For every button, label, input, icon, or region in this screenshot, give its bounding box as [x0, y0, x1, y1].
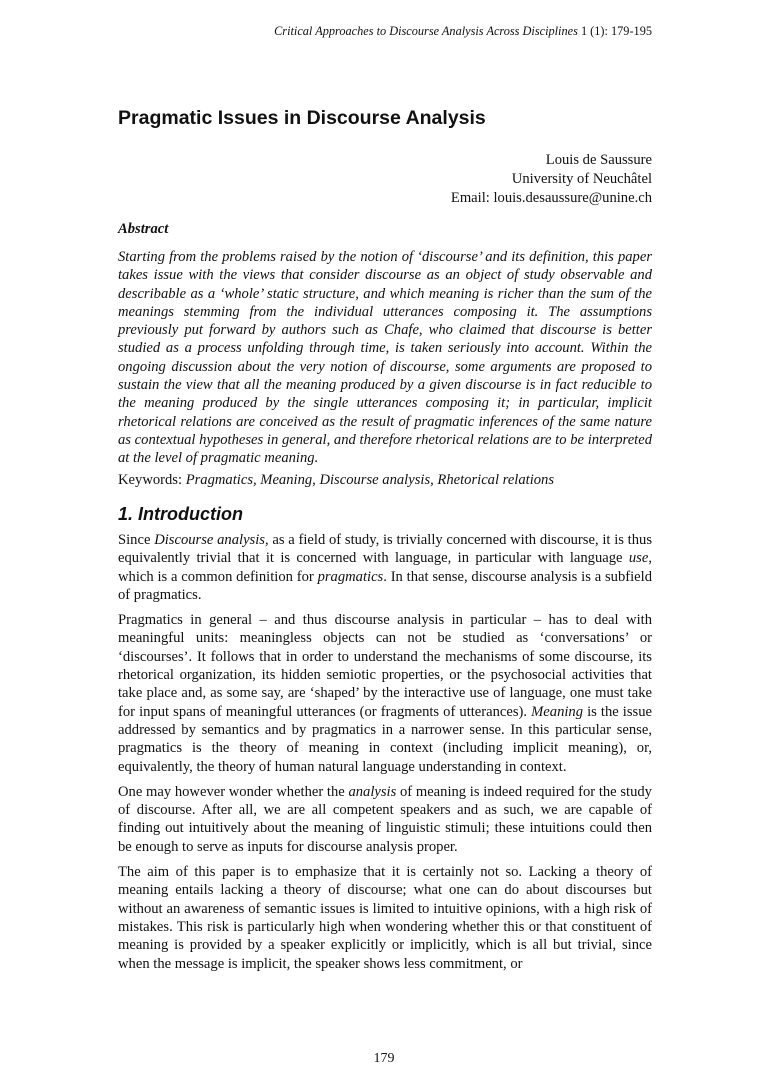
emphasis-text: Discourse analysis [154, 532, 265, 548]
emphasis-text: Meaning [531, 703, 584, 720]
paragraph [118, 531, 652, 604]
emphasis-text: use [628, 550, 649, 567]
author-affiliation: University of Neuchâtel [511, 171, 652, 187]
section-heading: 1. Introduction [118, 504, 243, 524]
emphasis-text: pragmatics [317, 568, 384, 585]
text-run: Pragmatics in general – and thus discourse analysis in particular – has to deal with meaningful units: meaningless objects can not be studied as ‘conversations’ or ‘discourses’. It follows that in order to understand the mechanisms of some discourse, its rhetorical organization, its hidden semiotic properties, or the psychosocial activities that take place and, as some say, are ‘shaped’ by the interactive use of language, one must take for input spans of meaningful utterances (or fragments of utterances). [118, 612, 652, 720]
keywords-value: Pragmatics, Meaning, Discourse analysis, Rhetorical relations [185, 472, 555, 488]
abstract-text [118, 248, 652, 475]
paragraph [118, 863, 652, 973]
abstract-paragraph: Starting from the problems raised by the notion of ‘discourse’ and its definition, this paper takes issue with the views that consider discourse as an object of study observable and describable as a ‘whole’ static structure, and which meaning is richer than the sum of the meanings stemming from the individual utterances composing it. The assumptions previously put forward by authors such as Chafe, who claimed that discourse is better studied as a process unfolding through time, is taken seriously into account. Within the ongoing discussion about the very notion of discourse, some arguments are proposed to sustain the view that all the meaning produced by a given discourse is in fact reducible to the meaning produced by the single utterances composing it; in particular, implicit rhetorical relations are conceived as the result of pragmatic inferences of the same nature as contextual hypotheses in general, and therefore rhetorical relations are to be interpreted at the level of pragmatic meaning. [118, 249, 652, 467]
paragraph [118, 611, 652, 776]
keywords [118, 471, 652, 489]
journal-issue: 1 (1): 179-195 [580, 24, 652, 38]
running-header [274, 24, 652, 39]
text-run: . In that sense, discourse analysis is a subfield of pragmatics. [118, 568, 652, 603]
paragraph [118, 783, 652, 856]
keywords-label: Keywords: [118, 472, 186, 488]
journal-title: Critical Approaches to Discourse Analysis Across Disciplines [274, 24, 578, 38]
text-run: , which is a common definition for [118, 550, 652, 585]
author-name: Louis de Saussure [545, 152, 652, 168]
page-title: Pragmatic Issues in Discourse Analysis [118, 107, 486, 129]
text-run: is the issue addressed by semantics and by pragmatics in a narrower sense. In this particular sense, pragmatics is the theory of meaning in context (including implicit meaning), or, equivalently, the theory of human natural language understanding in context. [118, 703, 652, 775]
text-run: One may however wonder whether the [118, 783, 349, 800]
text-run: , as a field of study, is trivially concerned with discourse, it is thus equivalently trivial that it is concerned with language, in particular with language [118, 532, 653, 567]
text-run: Since [118, 532, 155, 548]
text-run: of meaning is indeed required for the study of discourse. After all, we are all competent speakers and as such, we are capable of finding out intuitively about the meaning of linguistic stimuli; these intuitions could then be enough to serve as inputs for discourse analysis proper. [118, 783, 652, 855]
author-block [451, 151, 652, 208]
page-number: 179 [373, 1051, 395, 1066]
abstract-heading: Abstract [118, 221, 169, 237]
author-email: Email: louis.desaussure@unine.ch [450, 190, 652, 206]
text-run: The aim of this paper is to emphasize that it is certainly not so. Lacking a theory of meaning entails lacking a theory of discourse; what one can do about discourses but without an awareness of semantic issues is limited to intuitive opinions, with a high risk of mistakes. This risk is particularly high when wondering whether this or that constituent of meaning is provided by a speaker explicitly or implicitly, which is all but trivial, since when the message is implicit, the speaker shows less commitment, or [118, 864, 652, 972]
section-body [118, 531, 652, 980]
emphasis-text: analysis [348, 783, 397, 800]
